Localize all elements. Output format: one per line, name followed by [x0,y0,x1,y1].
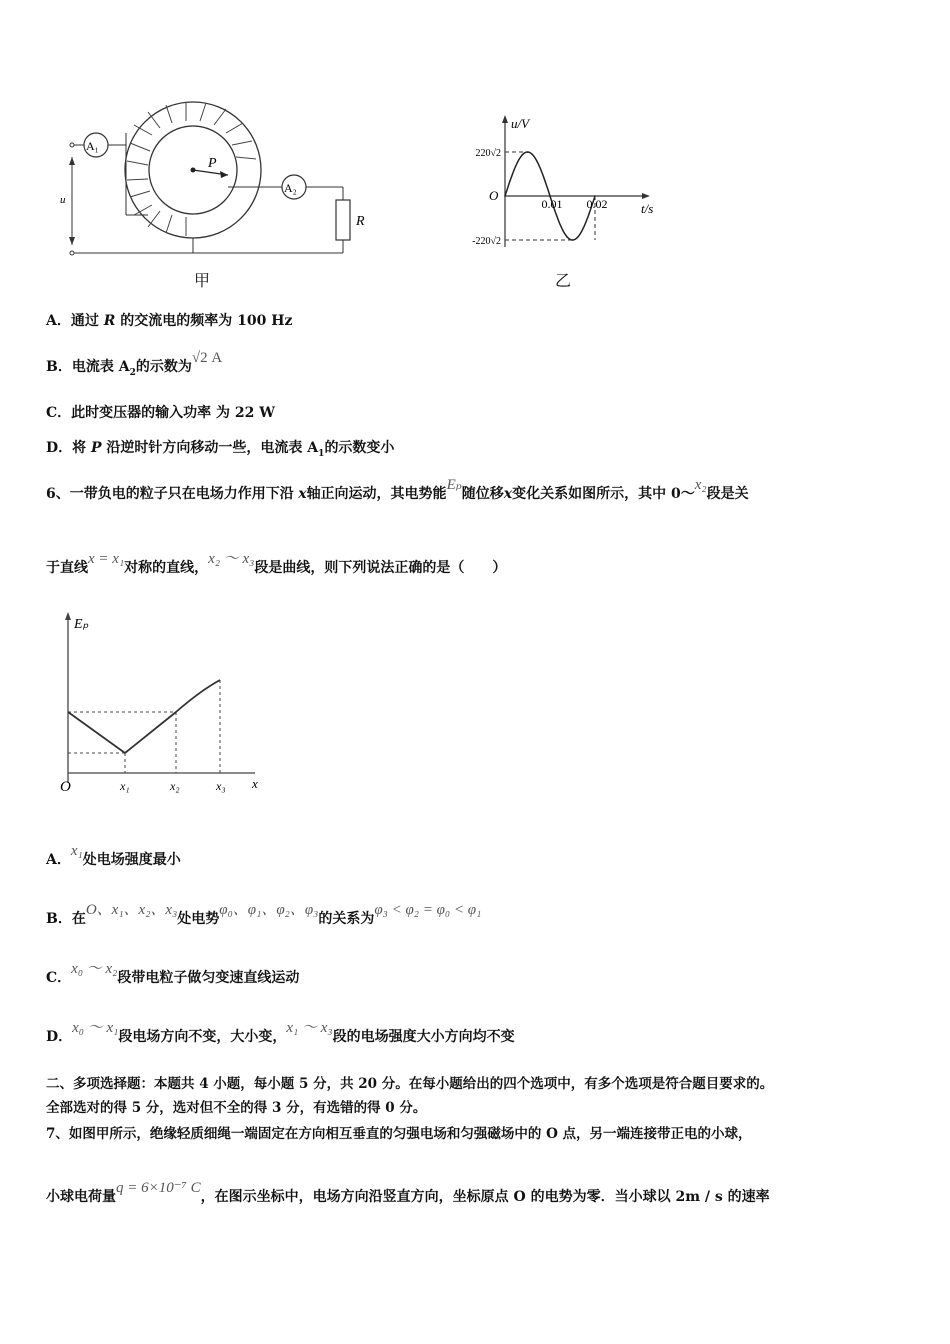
ep-x1-label: x₁ [120,779,130,793]
slider-label: P [208,156,217,171]
figure-jia-caption: 甲 [194,271,211,290]
q7-line2: 小球电荷量q = 6×10⁻⁷ C，在图示坐标中，电场方向沿竖直方向，坐标原点 O 的电势为零．当小球以 2m / s 的速率 [46,1180,770,1205]
q6-stem-line2: 于直线x = x₁对称的直线，x₂ ～ x₃段是曲线，则下列说法正确的是（ ） [46,551,507,576]
x-tick-002: 0.02 [586,197,608,211]
section2-heading: 二、多项选择题：本题共 4 小题，每小题 5 分，共 20 分。在每小题给出的四个选项中，有多个选项是符合题目要求的。 [46,1076,774,1092]
q5-option-b: B．电流表 $A_2$的示数为√2 A [46,350,223,378]
svg-text:A₂: A₂ [284,181,297,195]
ep-origin-label: O [60,779,71,795]
q6-option-b: B．在O、x₁、x₂、x₃处电势φ₀、φ₁、φ₂、φ₃的关系为φ₃ < φ₂ = φ₀ < φ₁ [46,902,482,927]
input-voltage-label: u [60,194,66,206]
x-tick-001: 0.01 [541,197,563,211]
resistor-r [336,200,350,240]
q6-stem-line1: 6、一带负电的粒子只在电场力作用下沿 x轴正向运动，其电势能Eₚ随位移x变化关系如图所示，其中 0～x₂段是关 [46,477,749,502]
ep-x2-label: x₂ [170,779,180,793]
figure-yi-caption: 乙 [555,271,572,290]
svg-text:A₁: A₁ [86,139,99,153]
chart-origin-label: O [489,188,499,203]
section2-heading-2: 全部选对的得 5 分，选对但不全的得 3 分，有选错的得 0 分。 [46,1100,427,1116]
q7-line1: 7、如图甲所示，绝缘轻质细绳一端固定在方向相互垂直的匀强电场和匀强磁场中的 O 点，另一端连接带正电的小球， [46,1126,752,1142]
y-tick-max: 220√2 [475,148,501,159]
potential-energy-graph [50,608,280,808]
y-tick-min: -220√2 [472,236,501,247]
q6-option-d: D．x₀ ～ x₁段电场方向不变，大小变，x₁ ～ x₃段的电场强度大小方向均不变 [46,1020,515,1045]
ep-y-label: Eₚ [74,617,89,632]
q5-option-a: A．通过 R 的交流电的频率为 100 Hz [46,313,293,329]
chart-y-axis-label: u/V [511,116,530,131]
ep-x3-label: x₃ [216,779,226,793]
transformer-circuit-figure [60,95,380,265]
voltage-sine-chart [455,112,665,257]
ep-curve [68,680,220,753]
q6-option-a: A．x₁处电场强度最小 [46,843,181,868]
sine-data-point [504,195,506,197]
q5-option-d: D．将 P 沿逆时针方向移动一些，电流表 $A_1$的示数变小 [46,440,395,459]
q6-option-c: C．x₀ ～ x₂段带电粒子做匀变速直线运动 [46,961,300,986]
chart-x-axis-label: t/s [641,201,654,216]
resistor-label: R [356,214,365,229]
ep-x-label: x [252,776,258,791]
q5-option-c: C．此时变压器的输入功率 为 22 W [46,405,275,421]
